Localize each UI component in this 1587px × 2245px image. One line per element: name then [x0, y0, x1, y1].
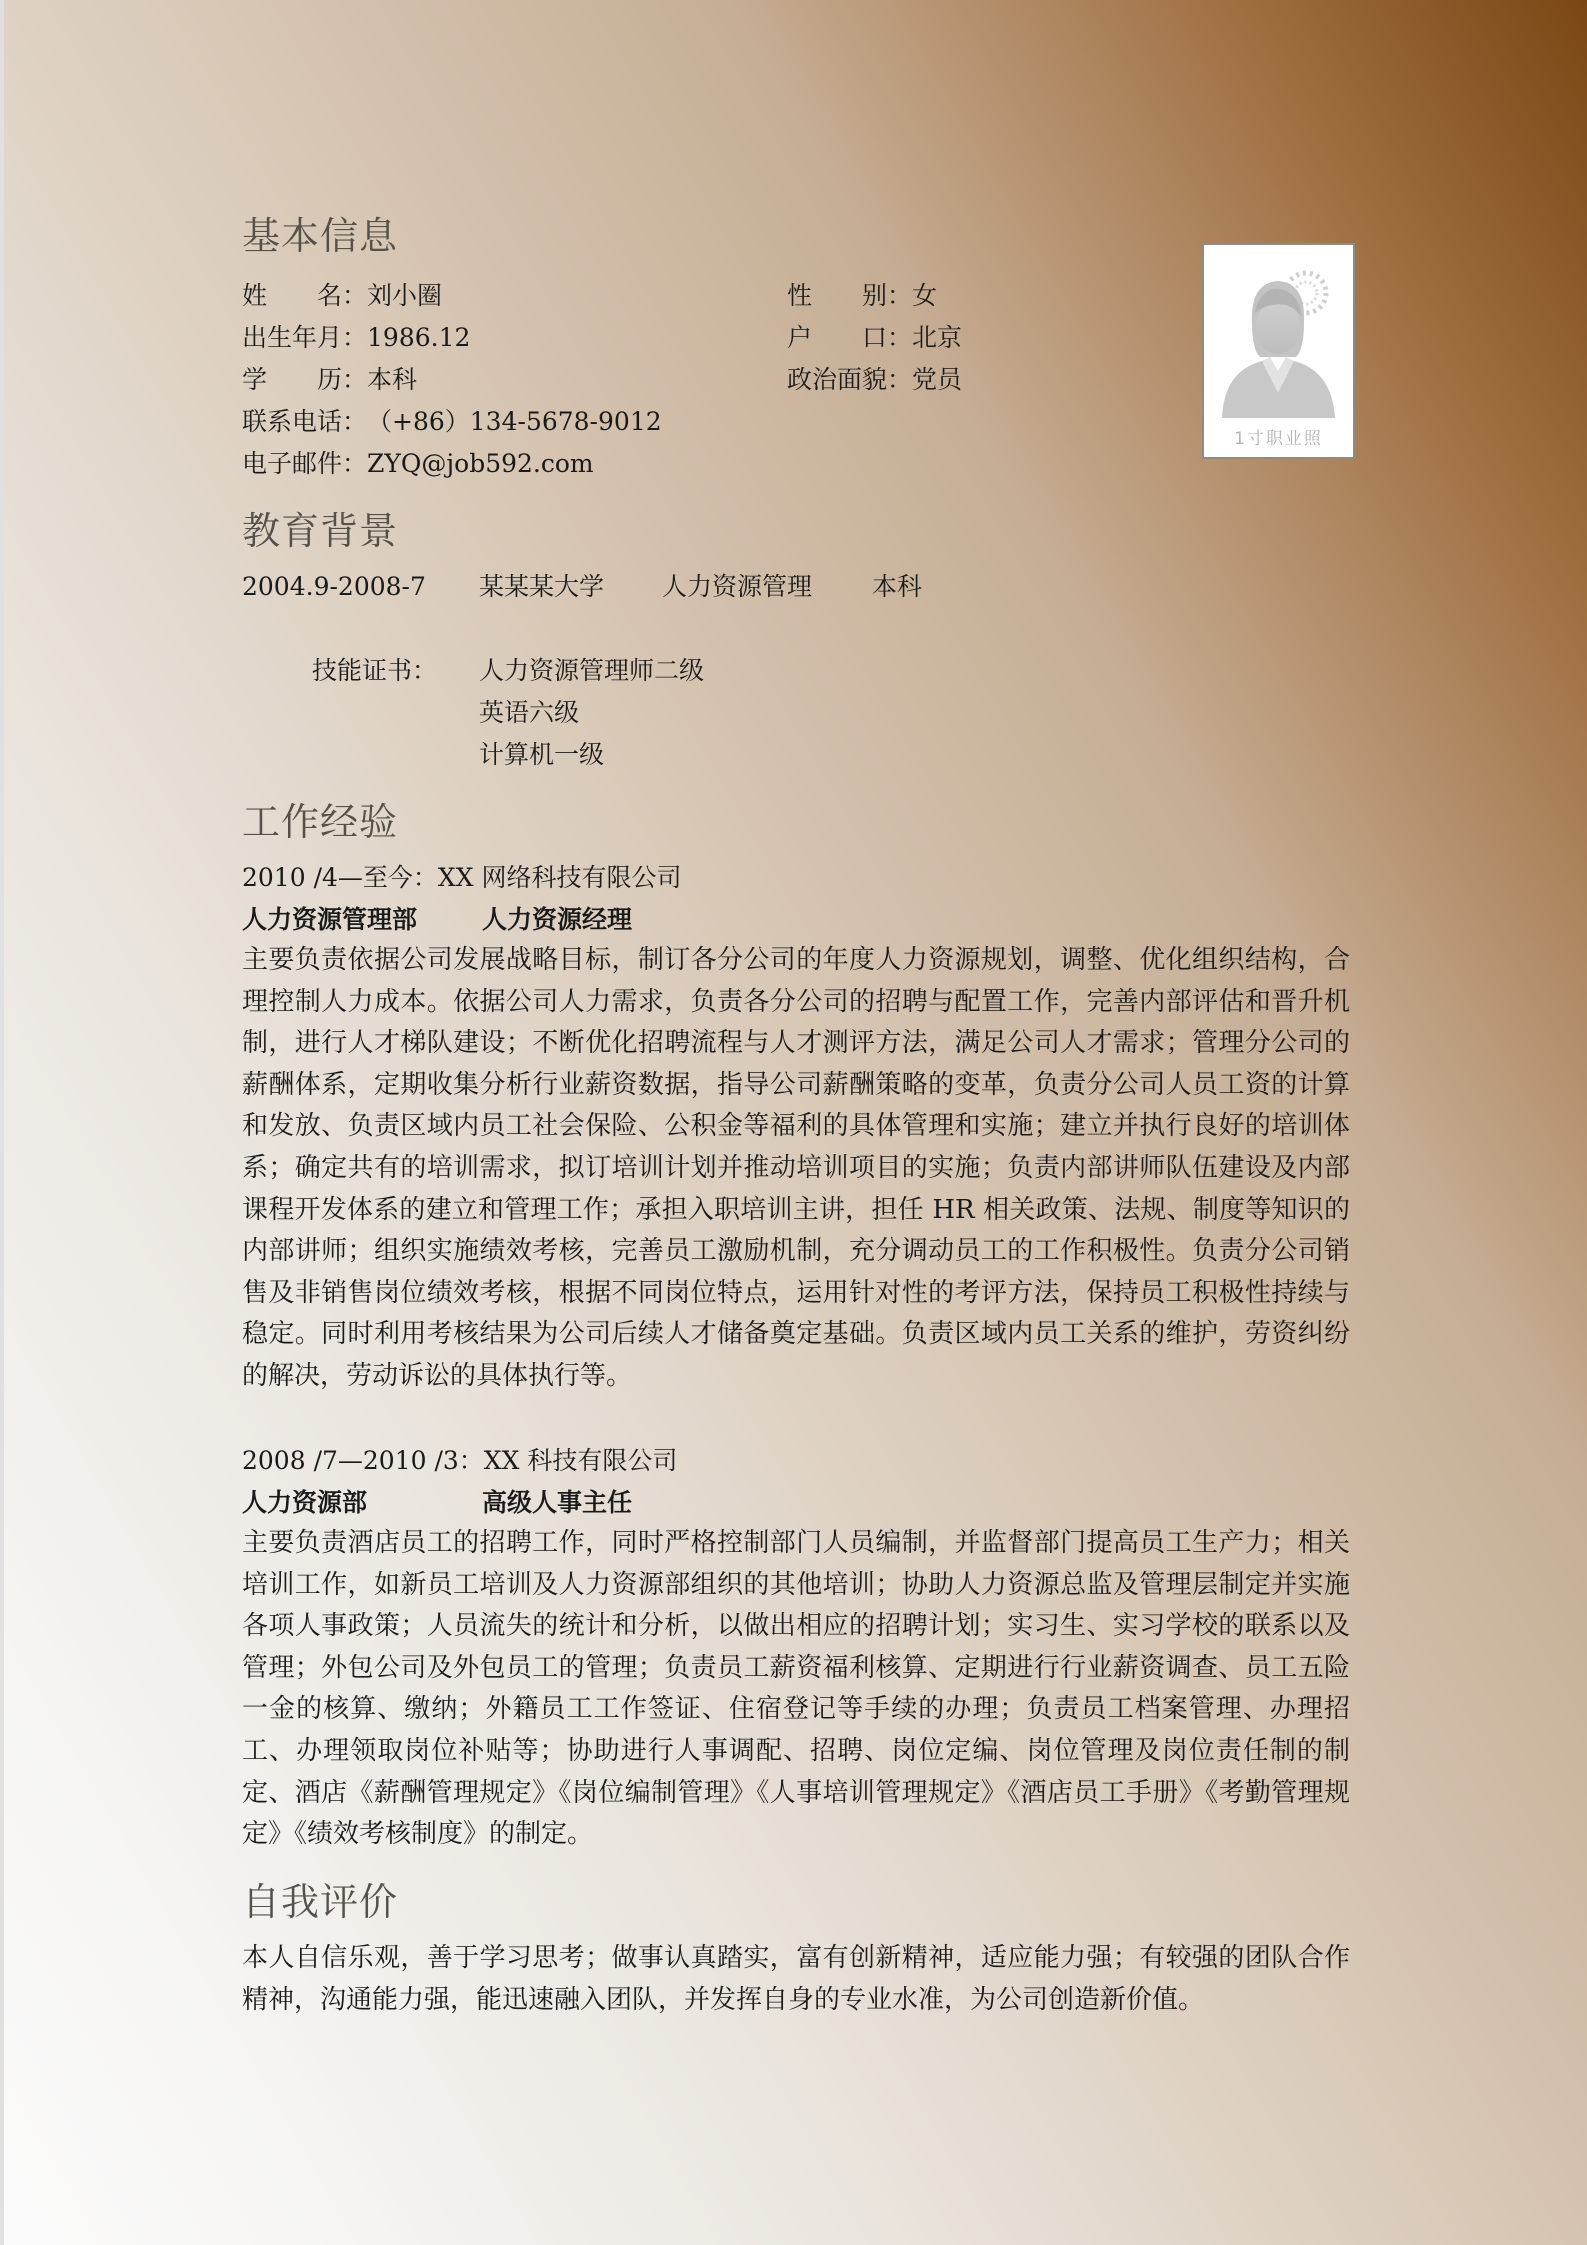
person-silhouette-icon — [1212, 253, 1345, 418]
job-period-company: 2008 /7—2010 /3：XX 科技有限公司 — [242, 1446, 678, 1475]
hukou-label: 户 口： — [787, 323, 913, 352]
edu-school: 某某某大学 — [479, 572, 605, 601]
politics-row — [787, 365, 962, 395]
edu-label: 学 历： — [242, 365, 368, 394]
section-title-work: 工作经验 — [242, 800, 399, 844]
phone-label: 联系电话： — [242, 407, 368, 436]
cert-item: 英语六级 — [479, 698, 580, 727]
name-row — [242, 281, 442, 311]
job-position: 高级人事主任 — [482, 1488, 633, 1517]
edu-row — [242, 365, 417, 395]
job-period-company: 2010 /4—至今：XX 网络科技有限公司 — [242, 863, 682, 892]
edu-period: 2004.9-2008-7 — [242, 572, 426, 601]
edu-major: 人力资源管理 — [662, 572, 813, 601]
hukou-value: 北京 — [912, 323, 963, 352]
email-value: ZYQ@job592.com — [367, 449, 594, 478]
phone-value: （+86）134-5678-9012 — [367, 407, 662, 436]
phone-row — [242, 407, 662, 437]
email-label: 电子邮件： — [242, 449, 368, 478]
job-dept: 人力资源管理部 — [242, 905, 418, 934]
edu-degree: 本科 — [872, 572, 923, 601]
politics-value: 党员 — [912, 365, 963, 394]
birth-value: 1986.12 — [367, 323, 471, 352]
hukou-row — [787, 323, 962, 353]
section-title-education: 教育背景 — [242, 509, 399, 553]
photo-caption: 1寸职业照 — [1234, 429, 1323, 449]
cert-label: 技能证书： — [312, 656, 438, 685]
cert-item: 计算机一级 — [479, 740, 605, 769]
birth-label: 出生年月： — [242, 323, 368, 352]
gender-row — [787, 281, 937, 311]
job-dept: 人力资源部 — [242, 1488, 368, 1517]
politics-label: 政治面貌： — [787, 365, 913, 394]
photo-placeholder — [1202, 243, 1355, 459]
section-title-basic: 基本信息 — [242, 214, 399, 258]
job-description: 主要负责依据公司发展战略目标，制订各分公司的年度人力资源规划，调整、优化组织结构，合理控制人力成本。依据公司人力需求，负责各分公司的招聘与配置工作，完善内部评估和晋升机制，进行人才梯队建设；不断优化招聘流程与人才测评方法，满足公司人才需求；管理分公司的薪酬体系，定期收集分析行业薪资数据，指导公司薪酬策略的变革，负责分公司人员工资的计算和发放、负责区域内员工社会保险、公积金等福利的具体管理和实施；建立并执行良好的培训体系；确定共有的培训需求，拟订培训计划并推动培训项目的实施；负责内部讲师队伍建设及内部课程开发体系的建立和管理工作；承担入职培训主讲，担任 HR 相关政策、法规、制度等知识的内部讲师；组织实施绩效考核，完善员工激励机制，充分调动员工的工作积极性。负责分公司销售及非销售岗位绩效考核，根据不同岗位特点，运用针对性的考评方法，保持员工积极性持续与稳定。同时利用考核结果为公司后续人才储备奠定基础。负责区域内员工关系的维护，劳资纠纷的解决，劳动诉讼的具体执行等。 — [242, 945, 1350, 1391]
name-value: 刘小圈 — [367, 281, 443, 310]
page-left-edge — [0, 0, 4, 2245]
self-eval-text: 本人自信乐观，善于学习思考；做事认真踏实，富有创新精神，适应能力强；有较强的团队合作精神，沟通能力强，能迅速融入团队，并发挥自身的专业水准，为公司创造新价值。 — [242, 1943, 1350, 2015]
gender-label: 性 别： — [787, 281, 913, 310]
cert-item: 人力资源管理师二级 — [479, 656, 705, 685]
email-row — [242, 449, 594, 479]
section-title-self-eval: 自我评价 — [242, 1880, 399, 1924]
edu-value: 本科 — [367, 365, 418, 394]
gender-value: 女 — [912, 281, 938, 310]
birth-row — [242, 323, 470, 353]
job-position: 人力资源经理 — [482, 905, 633, 934]
name-label: 姓 名： — [242, 281, 368, 310]
job-description: 主要负责酒店员工的招聘工作，同时严格控制部门人员编制，并监督部门提高员工生产力；相关培训工作，如新员工培训及人力资源部组织的其他培训；协助人力资源总监及管理层制定并实施各项人事政策；人员流失的统计和分析，以做出相应的招聘计划；实习生、实习学校的联系以及管理；外包公司及外包员工的管理；负责员工薪资福利核算、定期进行行业薪资调查、员工五险一金的核算、缴纳；外籍员工工作签证、住宿登记等手续的办理；负责员工档案管理、办理招工、办理领取岗位补贴等；协助进行人事调配、招聘、岗位定编、岗位管理及岗位责任制的制定、酒店《薪酬管理规定》《岗位编制管理》《人事培训管理规定》《酒店员工手册》《考勤管理规定》《绩效考核制度》的制定。 — [242, 1528, 1350, 1850]
